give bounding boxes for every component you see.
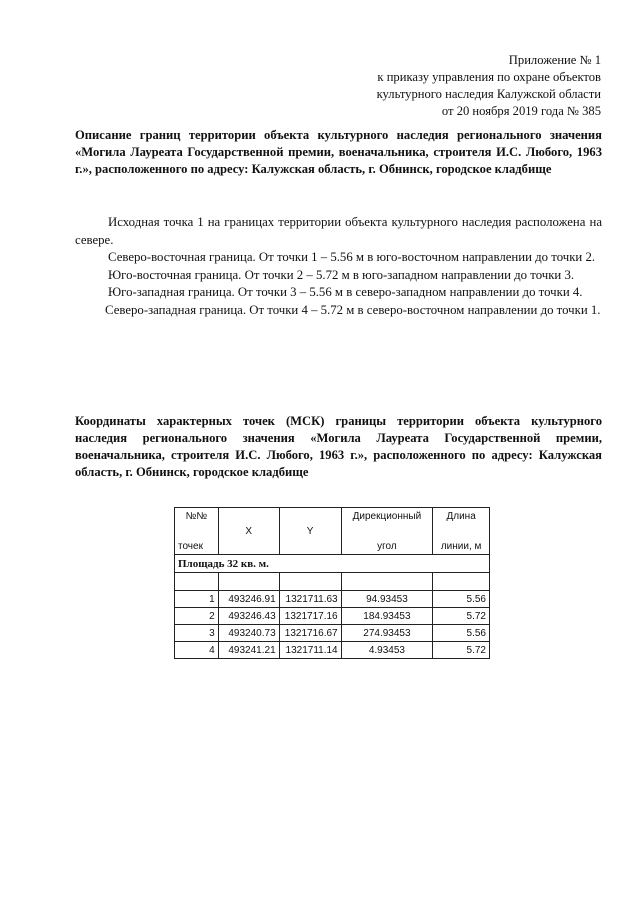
- area-label: Площадь 32 кв. м.: [175, 555, 490, 573]
- table-row: 2 493246.43 1321717.16 184.93453 5.72: [175, 608, 490, 625]
- document-title: Описание границ территории объекта культурного наследия регионального значения «Могила Лауреата Государственной премии, военачальника, строителя И.С. Любого, 1963 г.», расположенного по адресу: Калужская область, г. Обнинск, городское кладбище: [75, 128, 602, 176]
- table-row: 4 493241.21 1321711.14 4.93453 5.72: [175, 642, 490, 659]
- coordinates-title: Координаты характерных точек (МСК) границы территории объекта культурного наследия регионального значения «Могила Лауреата Государственной премии, военачальника, строителя И.С. Любого, 1963 г.», расположенного по адресу: Калужская область, г. Обнинск, городское кладбище: [75, 414, 602, 479]
- header-point-number: №№ точек: [175, 508, 219, 555]
- blank-row: [175, 573, 490, 591]
- area-row: [175, 555, 490, 573]
- paragraph-southwest: Юго-западная граница. От точки 3 – 5.56 м в северо-западном направлении до точки 4.: [108, 285, 583, 299]
- order-reference: к приказу управления по охране объектов: [377, 70, 601, 84]
- paragraph-start-point: Исходная точка 1 на границах территории объекта культурного наследия расположена на севере.: [75, 215, 602, 247]
- order-date: от 20 ноября 2019 года № 385: [441, 104, 601, 118]
- order-authority: культурного наследия Калужской области: [376, 87, 601, 101]
- boundary-description: [75, 214, 602, 319]
- header-direction-angle: Дирекционный угол: [341, 508, 433, 555]
- paragraph-southeast: Юго-восточная граница. От точки 2 – 5.72 м в юго-западном направлении до точки 3.: [108, 267, 575, 282]
- appendix-number: Приложение № 1: [508, 53, 601, 67]
- appendix-header: [311, 52, 601, 120]
- table-header-row: [175, 508, 490, 555]
- header-x: X: [218, 508, 279, 555]
- table-row: 3 493240.73 1321716.67 274.93453 5.56: [175, 625, 490, 642]
- paragraph-northwest: Северо-западная граница. От точки 4 – 5.72 м в северо-восточном направлении до точки 1.: [105, 302, 601, 317]
- header-y: Y: [279, 508, 341, 555]
- header-line-length: Длина линии, м: [433, 508, 490, 555]
- coordinates-table: [174, 507, 490, 659]
- paragraph-northeast: Северо-восточная граница. От точки 1 – 5.56 м в юго-восточном направлении до точки 2.: [108, 250, 596, 264]
- table-row: 1 493246.91 1321711.63 94.93453 5.56: [175, 591, 490, 608]
